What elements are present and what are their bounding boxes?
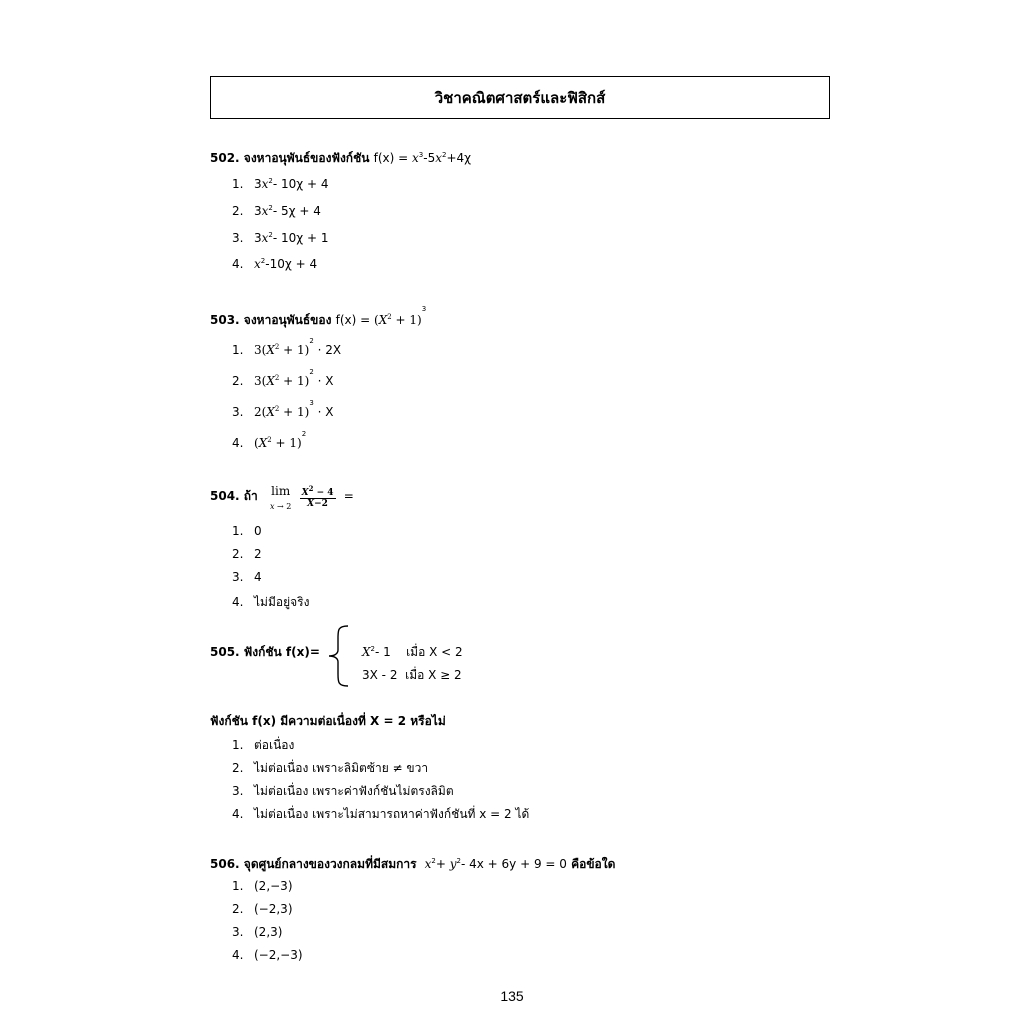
option-504-3[interactable]: 3. 4 — [232, 570, 262, 584]
question-504: 504. ถ้า lim x → 2 $\frac{X^2 - 4}{X-2}$ = — [210, 484, 354, 511]
option-502-4[interactable]: 4. $x^2-10\chi + 4$ — [232, 257, 318, 271]
option-504-1[interactable]: 1. 0 — [232, 524, 262, 538]
option-503-1[interactable]: 1. $3(X^2 + 1)^2 \cdot 2X$ — [232, 337, 342, 357]
page-number: 135 — [500, 988, 524, 1004]
option-506-4[interactable]: 4. (−2,−3) — [232, 948, 303, 962]
limit-expression: lim x → 2 — [269, 484, 292, 511]
page-title: วิชาคณิตศาสตร์และฟิสิกส์ — [434, 88, 606, 107]
option-505-1[interactable]: 1. ต่อเนื่อง — [232, 738, 295, 752]
question-503: 503. จงหาอนุพันธ์ของ $f(x) = (X^2 + 1)^3$ — [210, 305, 427, 327]
question-505-sub: ฟังก์ชัน f(x) มีความต่อเนื่องที่ X = 2 หรือไม่ — [210, 714, 446, 728]
option-504-2[interactable]: 2. 2 — [232, 547, 262, 561]
option-503-3[interactable]: 3. $2(X^2 + 1)^3 \cdot X$ — [232, 399, 334, 419]
option-504-4[interactable]: 4. ไม่มีอยู่จริง — [232, 595, 310, 609]
question-503-function: $f(x) = (X^2 + 1)^3$ — [335, 305, 427, 327]
option-506-2[interactable]: 2. (−2,3) — [232, 902, 293, 916]
option-503-2[interactable]: 2. $3(X^2 + 1)^2 \cdot X$ — [232, 368, 334, 388]
option-503-4[interactable]: 4. $(X^2 + 1)^2$ — [232, 430, 307, 450]
question-502: 502. จงหาอนุพันธ์ของฟังก์ชัน $f(x) = x^3-5x^2+4\chi$ — [210, 151, 472, 165]
option-502-3[interactable]: 3. $3x^2-$ 10χ + 1 — [232, 231, 329, 245]
question-502-function: $f(x) = x^3-5x^2+4\chi$ — [373, 151, 472, 165]
question-505: 505. ฟังก์ชัน f(x)= — [210, 645, 320, 659]
limit-fraction: $\frac{X^2 - 4}{X-2}$ — [301, 484, 334, 509]
piecewise-case-2: 3X - 2 เมื่อ X ≥ 2 — [362, 668, 462, 682]
left-brace — [326, 624, 352, 688]
option-502-1[interactable]: 1. $3x^2-$ 10χ + 4 — [232, 177, 329, 191]
piecewise-case-1: $X^2-$ 1 เมื่อ X < 2 — [362, 645, 463, 659]
option-505-3[interactable]: 3. ไม่ต่อเนื่อง เพราะค่าฟังก์ชันไม่ตรงลิมิต — [232, 784, 454, 798]
circle-equation: $x^2+ y^2-$ 4x + 6y + 9 = 0 — [424, 857, 567, 871]
option-505-2[interactable]: 2. ไม่ต่อเนื่อง เพราะลิมิตซ้าย ≠ ขวา — [232, 761, 429, 775]
option-505-4[interactable]: 4. ไม่ต่อเนื่อง เพราะไม่สามารถหาค่าฟังก์ชันที่ x = 2 ได้ — [232, 807, 530, 821]
option-506-3[interactable]: 3. (2,3) — [232, 925, 283, 939]
page-title-box — [210, 76, 830, 119]
option-506-1[interactable]: 1. (2,−3) — [232, 879, 293, 893]
option-502-2[interactable]: 2. $3x^2-$ 5χ + 4 — [232, 204, 321, 218]
question-506: 506. จุดศูนย์กลางของวงกลมที่มีสมการ $x^2+ y^2-$ 4x + 6y + 9 = 0 คือข้อใด — [210, 857, 616, 871]
